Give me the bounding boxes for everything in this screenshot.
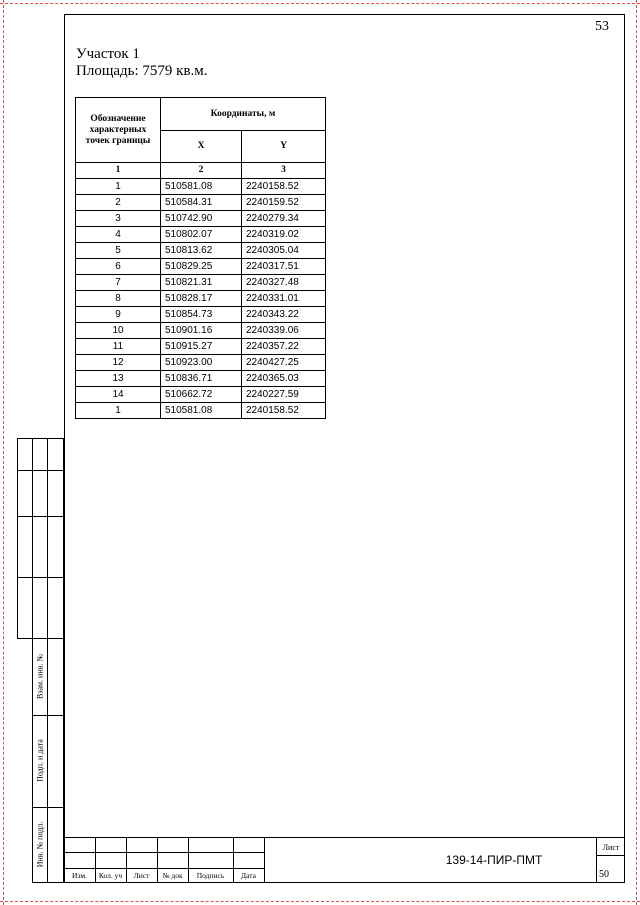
point-id-cell: 2 — [76, 195, 161, 211]
point-id-cell: 9 — [76, 307, 161, 323]
table-row — [76, 259, 326, 275]
side-stamp-cell — [32, 470, 48, 517]
table-row — [76, 387, 326, 403]
table-row — [76, 195, 326, 211]
list-label: Лист — [133, 871, 150, 880]
x-coordinate-cell: 510828.17 — [161, 291, 242, 307]
x-coordinate-cell: 510854.73 — [161, 307, 242, 323]
document-code: 139-14-ПИР-ПМТ — [445, 853, 543, 867]
point-id-cell: 11 — [76, 339, 161, 355]
table-row — [76, 403, 326, 419]
cut-line-top — [0, 3, 640, 4]
table-row — [76, 227, 326, 243]
table-row — [76, 291, 326, 307]
point-id-cell: 8 — [76, 291, 161, 307]
y-coordinate-cell: 2240317.51 — [242, 259, 326, 275]
column-index-3: 3 — [242, 163, 326, 179]
column-index-1: 1 — [76, 163, 161, 179]
y-coordinate-cell: 2240158.52 — [242, 403, 326, 419]
point-column-header: Обозначение характерных точек границы — [76, 98, 161, 163]
y-coordinate-cell: 2240365.03 — [242, 371, 326, 387]
y-coordinate-cell: 2240427.25 — [242, 355, 326, 371]
y-coordinate-cell: 2240279.34 — [242, 211, 326, 227]
data-label: Дата — [241, 871, 256, 880]
x-coordinate-cell: 510813.62 — [161, 243, 242, 259]
x-coordinate-cell: 510662.72 — [161, 387, 242, 403]
table-row — [76, 355, 326, 371]
point-id-cell: 7 — [76, 275, 161, 291]
side-stamp-cell — [17, 516, 33, 578]
point-id-cell: 10 — [76, 323, 161, 339]
side-stamp-cell — [17, 577, 33, 639]
y-coordinate-cell: 2240305.04 — [242, 243, 326, 259]
x-coordinate-cell: 510836.71 — [161, 371, 242, 387]
plot-title: Участок 1 — [76, 46, 140, 62]
y-coordinate-cell: 2240331.01 — [242, 291, 326, 307]
side-stamp-cell — [32, 577, 48, 639]
side-stamp-cell — [47, 516, 64, 578]
side-stamp-cell — [17, 438, 33, 471]
y-coordinate-cell: 2240159.52 — [242, 195, 326, 211]
cut-line-left — [3, 0, 4, 905]
table-row — [76, 339, 326, 355]
side-stamp — [17, 438, 64, 883]
coordinates-table — [75, 97, 326, 419]
point-id-cell: 6 — [76, 259, 161, 275]
sheet-label: Лист — [602, 843, 620, 852]
x-coordinate-cell: 510829.25 — [161, 259, 242, 275]
side-stamp-cell — [32, 516, 48, 578]
sheet-number: 50 — [599, 869, 609, 880]
table-row — [76, 179, 326, 195]
y-coordinate-cell: 2240357.22 — [242, 339, 326, 355]
y-coordinate-cell: 2240227.59 — [242, 387, 326, 403]
side-stamp-cell — [47, 470, 64, 517]
coordinates-rows — [76, 179, 326, 419]
table-row — [76, 275, 326, 291]
point-id-cell: 12 — [76, 355, 161, 371]
table-row — [76, 371, 326, 387]
x-coordinate-cell: 510581.08 — [161, 179, 242, 195]
point-id-cell: 3 — [76, 211, 161, 227]
inv-label: Инв. № подл. — [35, 821, 45, 868]
x-coordinate-cell: 510581.08 — [161, 403, 242, 419]
column-index-2: 2 — [161, 163, 242, 179]
izm-label: Изм. — [72, 871, 87, 880]
x-coordinate-cell: 510901.16 — [161, 323, 242, 339]
plot-area: Площадь: 7579 кв.м. — [76, 63, 208, 79]
cut-line-bottom — [0, 901, 640, 902]
x-column-header: X — [161, 131, 242, 163]
point-id-cell: 4 — [76, 227, 161, 243]
podpis-label: Подпись — [196, 871, 225, 880]
x-coordinate-cell: 510923.00 — [161, 355, 242, 371]
table-row — [76, 211, 326, 227]
x-coordinate-cell: 510915.27 — [161, 339, 242, 355]
side-stamp-cell — [32, 438, 48, 471]
y-column-header: Y — [242, 131, 326, 163]
table-row — [76, 323, 326, 339]
y-coordinate-cell: 2240319.02 — [242, 227, 326, 243]
side-stamp-divider — [47, 638, 64, 883]
x-coordinate-cell: 510821.31 — [161, 275, 242, 291]
plot-heading — [76, 46, 208, 80]
page-number: 53 — [595, 19, 609, 34]
point-id-cell: 1 — [76, 403, 161, 419]
y-coordinate-cell: 2240158.52 — [242, 179, 326, 195]
cut-line-right — [636, 0, 637, 905]
side-stamp-cell — [47, 577, 64, 639]
y-coordinate-cell: 2240327.48 — [242, 275, 326, 291]
point-id-cell: 1 — [76, 179, 161, 195]
y-coordinate-cell: 2240343.22 — [242, 307, 326, 323]
x-coordinate-cell: 510742.90 — [161, 211, 242, 227]
side-stamp-cell — [47, 438, 64, 471]
x-coordinate-cell: 510584.31 — [161, 195, 242, 211]
y-coordinate-cell: 2240339.06 — [242, 323, 326, 339]
table-row — [76, 243, 326, 259]
title-block — [64, 837, 625, 883]
point-id-cell: 5 — [76, 243, 161, 259]
podp-label: Подп. и дата — [35, 739, 45, 782]
x-coordinate-cell: 510802.07 — [161, 227, 242, 243]
table-row — [76, 307, 326, 323]
ndok-label: № док — [162, 871, 183, 880]
vzam-label: Взам. инв. № — [35, 653, 45, 700]
kol-label: Кол. уч — [98, 871, 123, 880]
coordinates-group-header: Координаты, м — [161, 98, 326, 131]
point-id-cell: 13 — [76, 371, 161, 387]
side-stamp-cell — [17, 470, 33, 517]
point-id-cell: 14 — [76, 387, 161, 403]
